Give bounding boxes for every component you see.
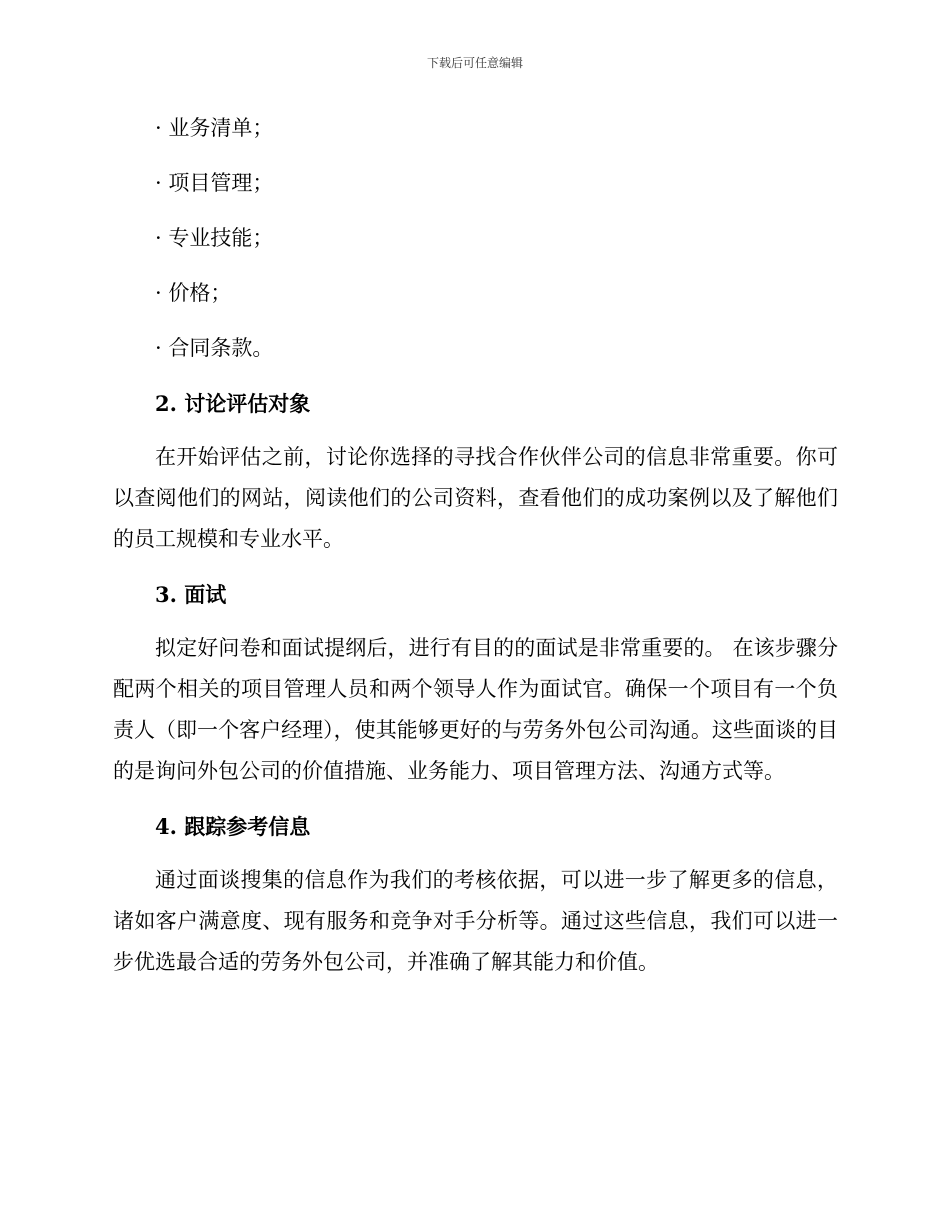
section-paragraph: 拟定好问卷和面试提纲后，进行有目的的面试是非常重要的。 在该步骤分配两个相关的项目管理人员和两个领导人作为面试官。确保一个项目有一个负责人（即一个客户经理），使其能够更好的与劳务外包公司沟通。这些面谈的目的是询问外包公司的价值措施、业务能力、项目管理方法、沟通方式等。 <box>113 636 838 783</box>
section-paragraph: 在开始评估之前，讨论你选择的寻找合作伙伴公司的信息非常重要。你可以查阅他们的网站，阅读他们的公司资料，查看他们的成功案例以及了解他们的员工规模和专业水平。 <box>113 445 838 551</box>
bullet-item: · 价格； <box>155 281 232 305</box>
section-paragraph: 通过面谈搜集的信息作为我们的考核依据，可以进一步了解更多的信息，诸如客户满意度、现有服务和竞争对手分析等。通过这些信息，我们可以进一步优选最合适的劳务外包公司，并准确了解其能力和价值。 <box>113 868 838 974</box>
bullet-item: · 业务清单； <box>155 116 274 140</box>
section-heading: 3. 面试 <box>155 582 227 607</box>
document-body <box>113 108 838 997</box>
bullet-item: · 合同条款。 <box>155 336 274 360</box>
bullet-item: · 项目管理； <box>155 171 274 195</box>
section-heading: 4. 跟踪参考信息 <box>155 814 311 839</box>
bullet-item: · 专业技能； <box>155 226 274 250</box>
page-header: 下载后可任意编辑 <box>426 56 523 70</box>
section-heading: 2. 讨论评估对象 <box>155 391 311 416</box>
